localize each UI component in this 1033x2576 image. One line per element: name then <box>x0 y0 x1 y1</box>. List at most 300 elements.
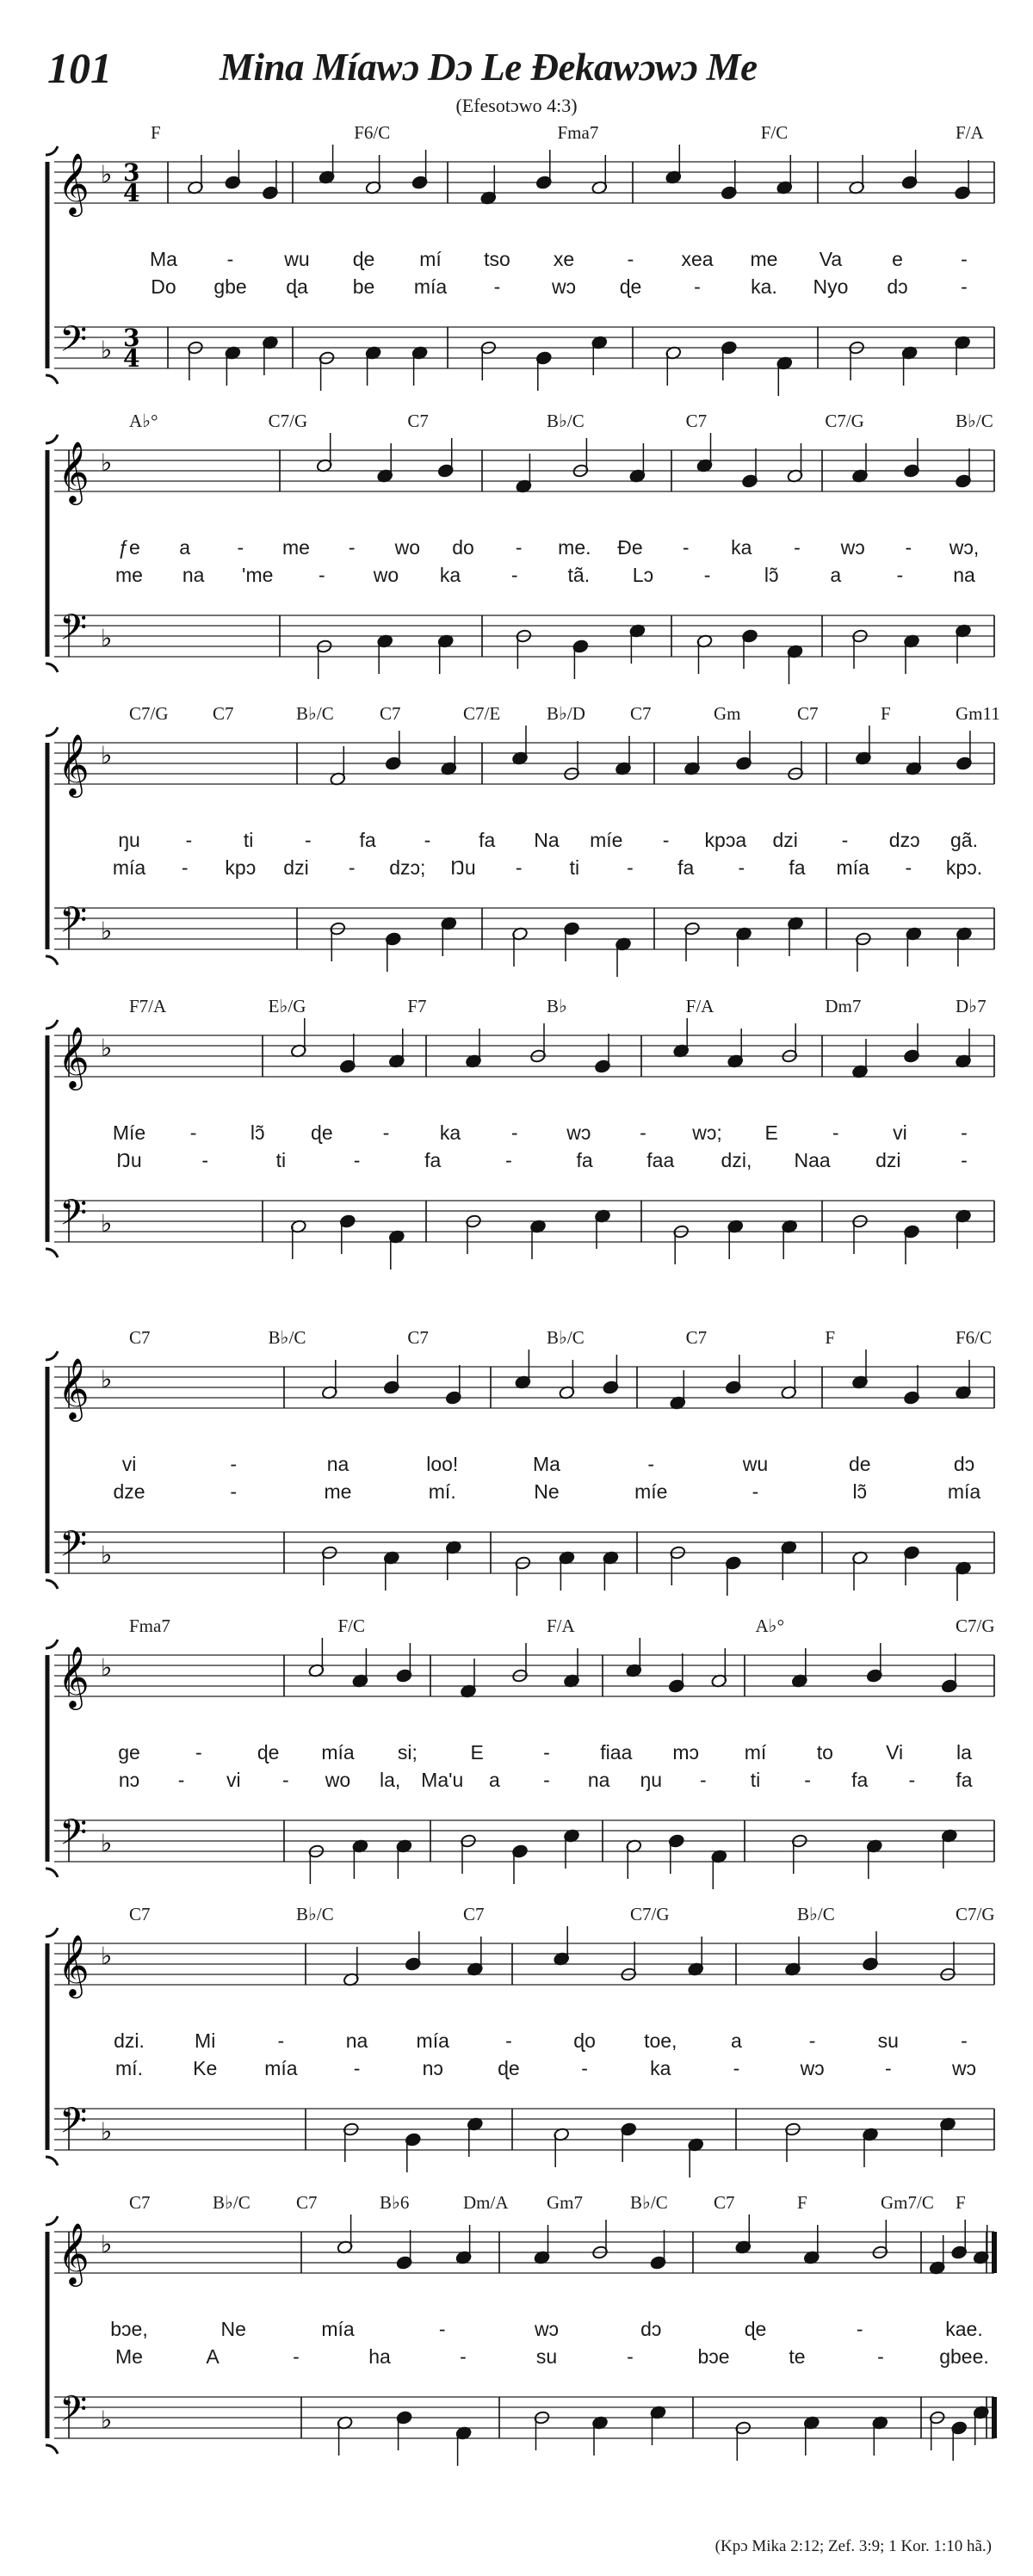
lyric-verse-1: - <box>438 2318 446 2340</box>
chord-symbol: B♭/C <box>956 411 993 431</box>
chord-symbol: Fma7 <box>129 1615 170 1636</box>
lyric-verse-2: dzi <box>875 1149 901 1171</box>
lyric-verse-1: ɖe <box>352 248 375 270</box>
lyric-verse-1: ƒe <box>118 536 140 559</box>
music-system <box>0 996 1033 1269</box>
lyric-verse-2: dzɔ; <box>389 856 426 879</box>
lyric-verse-2: gbee. <box>939 2345 989 2368</box>
lyric-verse-2: te <box>789 2345 806 2368</box>
lyric-verse-2: na <box>587 1769 610 1791</box>
chord-symbol: C7 <box>380 703 401 724</box>
lyric-verse-2: - <box>353 2057 361 2079</box>
chord-symbol: C7/E <box>463 703 501 724</box>
bass-time-sig-top: 3 <box>123 324 140 352</box>
lyric-verse-2: - <box>884 2057 892 2079</box>
lyric-verse-2: Lɔ <box>632 564 654 586</box>
lyric-verse-1: dzi <box>772 829 798 851</box>
treble-clef-icon: 𝄞 <box>58 1356 90 1419</box>
lyric-verse-2: 'me <box>242 564 274 586</box>
chord-symbol: C7 <box>129 2192 151 2213</box>
lyric-verse-1: dɔ <box>640 2318 662 2340</box>
lyric-verse-1: wo <box>394 536 421 559</box>
lyric-verse-2: - <box>515 856 523 879</box>
chord-symbol: Fma7 <box>557 122 599 143</box>
lyric-verse-2: wɔ <box>800 2057 825 2079</box>
lyric-verse-1: to <box>816 1741 833 1764</box>
lyric-verse-1: - <box>662 829 670 851</box>
treble-key-flat-icon: ♭ <box>101 2230 113 2258</box>
lyric-verse-1: wɔ <box>840 536 865 559</box>
chord-symbol: B♭/C <box>268 1327 306 1348</box>
lyric-verse-1: - <box>647 1453 655 1475</box>
chord-symbol: F <box>881 703 891 724</box>
chord-symbol: B♭/C <box>296 1904 334 1924</box>
chord-symbol: C7 <box>685 411 708 431</box>
lyric-verse-2: Ma'u <box>421 1769 464 1791</box>
bracket-top-hook <box>46 727 58 736</box>
lyric-verse-2: nɔ <box>118 1769 140 1791</box>
chord-symbol: F/A <box>956 122 984 143</box>
lyric-verse-2: a <box>830 564 842 586</box>
treble-clef-icon: 𝄞 <box>58 1933 90 1996</box>
bracket-bottom-hook <box>46 1869 58 1877</box>
lyric-verse-2: - <box>510 564 518 586</box>
chord-symbol: C7/G <box>630 1904 670 1924</box>
bass-clef-icon: 𝄢 <box>59 2388 88 2438</box>
lyric-verse-1: - <box>305 829 312 851</box>
lyric-verse-1: - <box>682 536 690 559</box>
lyric-verse-2: ti <box>750 1769 761 1791</box>
lyric-verse-2: míe <box>634 1480 668 1503</box>
chord-symbol: C7/G <box>129 703 169 724</box>
hymn-number: 101 <box>47 44 112 92</box>
lyric-verse-2: dze <box>113 1480 145 1503</box>
lyric-verse-2: ka. <box>751 275 777 298</box>
lyric-verse-1: wɔ <box>534 2318 560 2340</box>
chord-symbol: B♭/C <box>797 1904 835 1924</box>
lyric-verse-1: ge <box>118 1741 140 1764</box>
lyric-verse-1: vi <box>121 1453 137 1475</box>
lyric-verse-2: me <box>115 564 143 586</box>
bracket-bottom-hook <box>46 1580 58 1589</box>
lyric-verse-1: wu <box>742 1453 769 1475</box>
bass-clef-icon: 𝄢 <box>59 607 88 657</box>
lyric-verse-2: gbe <box>213 275 247 298</box>
lyric-verse-2: - <box>543 1769 550 1791</box>
lyric-verse-2: fa <box>424 1149 442 1171</box>
chord-symbol: C7 <box>630 703 652 724</box>
bass-clef-icon: 𝄢 <box>59 1812 88 1862</box>
treble-key-flat-icon: ♭ <box>101 448 113 477</box>
chord-symbol: B♭/D <box>547 703 585 724</box>
treble-key-flat-icon: ♭ <box>101 741 113 769</box>
lyric-verse-1: ɖe <box>311 1121 333 1144</box>
lyric-verse-2: - <box>581 2057 588 2079</box>
lyric-verse-2: - <box>752 1480 759 1503</box>
lyric-verse-2: nɔ <box>422 2057 443 2079</box>
lyric-verse-1: - <box>348 536 356 559</box>
lyric-verse-2: lɔ̃ <box>852 1480 868 1503</box>
chord-symbol: C7/G <box>956 1615 995 1636</box>
lyric-verse-1: - <box>230 1453 238 1475</box>
lyric-verse-1: do <box>452 536 474 559</box>
lyric-verse-2: be <box>352 275 375 298</box>
lyric-verse-1: a <box>179 536 191 559</box>
lyric-verse-1: - <box>808 2029 816 2052</box>
system-staves <box>0 1631 1033 1889</box>
bracket-top-hook <box>46 1640 58 1648</box>
chord-symbol: B♭/C <box>630 2192 668 2213</box>
lyric-verse-1: kpɔa <box>704 829 747 851</box>
system-staves <box>0 719 1033 977</box>
chord-symbol: F7/A <box>129 996 167 1016</box>
music-system <box>0 122 1033 396</box>
lyric-verse-1: - <box>841 829 849 851</box>
lyric-verse-2: bɔe <box>697 2345 730 2368</box>
treble-clef-icon: 𝄞 <box>58 1645 90 1708</box>
lyric-verse-2: - <box>230 1480 238 1503</box>
lyric-verse-2: ɖa <box>286 275 308 298</box>
bass-time-sig-bottom: 4 <box>123 344 140 373</box>
treble-clef-icon: 𝄞 <box>58 1025 90 1088</box>
lyric-verse-2: faa <box>646 1149 675 1171</box>
lyric-verse-2: - <box>505 1149 512 1171</box>
lyric-verse-1: - <box>510 1121 518 1144</box>
lyric-verse-2: - <box>282 1769 289 1791</box>
lyric-verse-2: - <box>877 2345 884 2368</box>
lyric-verse-1: e <box>892 248 903 270</box>
lyric-verse-2: - <box>493 275 501 298</box>
lyric-verse-2: mía <box>264 2057 298 2079</box>
lyric-verse-2: fa <box>956 1769 973 1791</box>
lyric-verse-2: - <box>961 275 968 298</box>
chord-symbol: B♭/C <box>547 411 585 431</box>
lyric-verse-1: Ma <box>150 248 177 270</box>
lyric-verse-1: su <box>877 2029 899 2052</box>
chord-symbol: B♭ <box>547 996 567 1016</box>
lyric-verse-1: - <box>794 536 801 559</box>
lyric-verse-2: Do <box>151 275 176 298</box>
lyric-verse-1: ka <box>731 536 752 559</box>
lyric-verse-1: Na <box>534 829 560 851</box>
treble-time-sig-bottom: 4 <box>123 179 140 207</box>
chord-symbol: C7 <box>407 411 429 431</box>
lyric-verse-2: - <box>627 2345 634 2368</box>
music-system <box>0 1615 1033 1889</box>
lyric-verse-1: bɔe, <box>110 2318 148 2340</box>
lyric-verse-1: - <box>961 2029 968 2052</box>
lyric-verse-1: - <box>627 248 634 270</box>
lyric-verse-2: ka <box>650 2057 671 2079</box>
lyric-verse-2: a <box>488 1769 500 1791</box>
lyric-verse-1: - <box>189 1121 197 1144</box>
lyric-verse-1: - <box>856 2318 863 2340</box>
lyric-verse-2: - <box>348 856 356 879</box>
chord-symbol: C7 <box>129 1327 151 1348</box>
chord-symbol: C7 <box>797 703 819 724</box>
lyric-verse-1: me. <box>558 536 591 559</box>
lyric-verse-2: dzi <box>283 856 309 879</box>
bracket-top-hook <box>46 1351 58 1360</box>
lyric-verse-1: dzi. <box>114 2029 145 2052</box>
lyric-verse-2: na <box>182 564 205 586</box>
bass-key-flat-icon: ♭ <box>101 336 113 364</box>
lyric-verse-2: ɖe <box>498 2057 520 2079</box>
lyric-verse-2: Me <box>115 2345 143 2368</box>
chord-symbol: C7 <box>296 2192 318 2213</box>
chord-symbol: F <box>956 2192 966 2213</box>
bass-key-flat-icon: ♭ <box>101 1209 113 1238</box>
chord-symbol: Gm <box>714 703 741 724</box>
lyric-verse-1: E <box>470 1741 484 1764</box>
lyric-verse-2: - <box>627 856 634 879</box>
chord-symbol: E♭/G <box>268 996 306 1016</box>
lyric-verse-1: dzɔ <box>888 829 920 851</box>
lyric-verse-2: - <box>460 2345 467 2368</box>
lyric-verse-2: dɔ <box>887 275 908 298</box>
treble-key-flat-icon: ♭ <box>101 1653 113 1682</box>
lyric-verse-1: - <box>640 1121 646 1144</box>
lyric-verse-1: dɔ <box>953 1453 975 1475</box>
lyric-verse-2: Naa <box>794 1149 831 1171</box>
lyric-verse-1: ti <box>243 829 254 851</box>
lyric-verse-1: na <box>345 2029 368 2052</box>
chord-symbol: C7/G <box>825 411 864 431</box>
chord-symbol: F <box>151 122 161 143</box>
bracket-top-hook <box>46 435 58 443</box>
lyric-verse-2: ti <box>275 1149 287 1171</box>
lyric-verse-1: la <box>956 1741 972 1764</box>
bracket-bottom-hook <box>46 664 58 672</box>
bracket-bottom-hook <box>46 375 58 384</box>
chord-symbol: Gm11 <box>956 703 1000 724</box>
lyric-verse-2: mía <box>413 275 448 298</box>
lyric-verse-2: - <box>700 1769 707 1791</box>
chord-symbol: C7 <box>407 1327 429 1348</box>
lyric-verse-1: gã. <box>950 829 978 851</box>
lyric-verse-1: míe <box>590 829 623 851</box>
lyric-verse-2: Ŋu <box>450 856 476 879</box>
lyric-verse-2: fa <box>576 1149 593 1171</box>
lyric-verse-2: ŋu <box>640 1769 663 1791</box>
lyric-verse-1: ɖe <box>257 1741 280 1764</box>
lyric-verse-2: - <box>353 1149 361 1171</box>
lyric-verse-2: ha <box>368 2345 391 2368</box>
lyric-verse-1: fa <box>479 829 496 851</box>
lyric-verse-1: - <box>543 1741 550 1764</box>
chord-symbol: D♭7 <box>956 996 987 1016</box>
lyric-verse-1: me <box>750 248 778 270</box>
lyric-verse-2: su <box>535 2345 558 2368</box>
chord-symbol: C7 <box>714 2192 735 2213</box>
lyric-verse-1: - <box>195 1741 202 1764</box>
bass-clef-icon: 𝄢 <box>59 1523 88 1573</box>
lyric-verse-1: ŋu <box>118 829 140 851</box>
lyric-verse-1: - <box>961 248 968 270</box>
lyric-verse-1: - <box>185 829 193 851</box>
lyric-verse-2: - <box>908 1769 916 1791</box>
lyric-verse-1: vi <box>893 1121 907 1144</box>
lyric-verse-1: fiaa <box>600 1741 633 1764</box>
lyric-verse-1: Mi <box>195 2029 216 2052</box>
lyric-verse-2: - <box>896 564 904 586</box>
chord-symbol: A♭° <box>129 411 158 431</box>
lyric-verse-1: E <box>764 1121 778 1144</box>
lyric-verse-1: mɔ <box>672 1741 699 1764</box>
lyric-verse-2: - <box>319 564 325 586</box>
treble-key-flat-icon: ♭ <box>101 1365 113 1393</box>
chord-symbol: B♭/C <box>547 1327 585 1348</box>
lyric-verse-2: fa <box>789 856 806 879</box>
lyric-verse-1: - <box>905 536 912 559</box>
lyric-verse-1: Míe <box>112 1121 146 1144</box>
lyric-verse-2: - <box>804 1769 811 1791</box>
lyric-verse-1: Ne <box>220 2318 246 2340</box>
bass-clef-icon: 𝄢 <box>59 899 88 949</box>
lyric-verse-1: - <box>961 1121 968 1144</box>
lyric-verse-2: - <box>694 275 701 298</box>
chord-symbol: C7/G <box>268 411 308 431</box>
lyric-verse-2: vi <box>226 1769 241 1791</box>
scripture-subtitle: (Efesotɔwo 4:3) <box>455 95 578 116</box>
lyric-verse-2: me <box>324 1480 352 1503</box>
treble-clef-icon: 𝄞 <box>58 440 90 503</box>
lyric-verse-1: - <box>505 2029 512 2052</box>
lyric-verse-1: ka <box>439 1121 461 1144</box>
chord-symbol: F/C <box>337 1615 366 1636</box>
bracket-top-hook <box>46 2216 58 2225</box>
bass-key-flat-icon: ♭ <box>101 1541 113 1569</box>
lyric-verse-2: wo <box>373 564 399 586</box>
lyric-verse-2: - <box>738 856 745 879</box>
lyric-verse-1: wɔ <box>566 1121 591 1144</box>
lyric-verse-1: a <box>731 2029 742 2052</box>
lyric-verse-2: lɔ̃ <box>764 564 779 586</box>
lyric-verse-2: - <box>181 856 189 879</box>
chord-symbol: F7 <box>407 996 427 1016</box>
lyric-verse-2: fa <box>851 1769 869 1791</box>
lyric-verse-2: ti <box>569 856 580 879</box>
system-staves <box>0 1343 1033 1601</box>
lyric-verse-1: - <box>424 829 431 851</box>
lyric-verse-2: - <box>293 2345 300 2368</box>
lyric-verse-1: - <box>237 536 244 559</box>
lyric-verse-2: - <box>905 856 912 879</box>
chord-symbol: C7 <box>463 1904 485 1924</box>
treble-key-flat-icon: ♭ <box>101 160 113 188</box>
bracket-bottom-hook <box>46 1249 58 1257</box>
treble-clef-icon: 𝄞 <box>58 2221 90 2284</box>
lyric-verse-2: kpɔ <box>225 856 257 879</box>
chord-symbol: Gm7 <box>547 2192 583 2213</box>
lyric-verse-1: Ma <box>533 1453 560 1475</box>
lyric-verse-1: xe <box>553 248 575 270</box>
chord-symbol: F6/C <box>956 1327 993 1348</box>
lyric-verse-2: wɔ <box>951 2057 977 2079</box>
chord-symbol: Dm/A <box>463 2192 509 2213</box>
chord-symbol: C7 <box>129 1904 151 1924</box>
lyric-verse-1: Ɖe <box>617 536 643 559</box>
chord-symbol: C7 <box>213 703 234 724</box>
chord-symbol: F/A <box>685 996 714 1016</box>
treble-key-flat-icon: ♭ <box>101 1942 113 1970</box>
lyric-verse-1: Va <box>819 248 843 270</box>
hymn-title: Mina Míawɔ Dɔ Le Ɖekawɔwɔ Me <box>220 46 758 89</box>
bracket-top-hook <box>46 1928 58 1937</box>
bass-key-flat-icon: ♭ <box>101 1829 113 1857</box>
lyric-verse-1: mí <box>744 1741 767 1764</box>
chord-symbol: F/C <box>760 122 789 143</box>
lyric-verse-1: loo! <box>426 1453 459 1475</box>
lyric-verse-1: si; <box>397 1741 418 1764</box>
lyric-verse-1: kae. <box>945 2318 983 2340</box>
chord-symbol: F6/C <box>354 122 391 143</box>
lyric-verse-2: mía <box>112 856 146 879</box>
lyric-verse-1: tso <box>484 248 510 270</box>
lyric-verse-1: mía <box>321 2318 355 2340</box>
bass-key-flat-icon: ♭ <box>101 917 113 945</box>
chord-symbol: B♭/C <box>213 2192 251 2213</box>
chord-symbol: A♭° <box>755 1615 784 1636</box>
music-system <box>0 1904 1033 2178</box>
lyric-verse-1: de <box>848 1453 871 1475</box>
lyric-verse-1: - <box>226 248 234 270</box>
chord-symbol: Gm7/C <box>881 2192 934 2213</box>
chord-symbol: B♭/C <box>296 703 334 724</box>
lyric-verse-1: toe, <box>644 2029 677 2052</box>
cross-reference: (Kpɔ Mika 2:12; Zef. 3:9; 1 Kor. 1:10 hã.) <box>714 2537 992 2555</box>
lyric-verse-1: ɖo <box>573 2029 596 2052</box>
bass-key-flat-icon: ♭ <box>101 2117 113 2146</box>
system-staves <box>0 2208 1033 2466</box>
lyric-verse-1: Vi <box>886 1741 904 1764</box>
chord-symbol: C7 <box>685 1327 708 1348</box>
lyric-verse-2: tã. <box>567 564 591 586</box>
lyric-verse-1: xea <box>681 248 714 270</box>
lyric-verse-2: mí. <box>428 1480 456 1503</box>
treble-time-sig-top: 3 <box>123 158 140 187</box>
lyric-verse-2: kpɔ. <box>945 856 983 879</box>
lyric-verse-2: mía <box>836 856 869 879</box>
lyric-verse-2: wɔ <box>551 275 577 298</box>
bass-clef-icon: 𝄢 <box>59 1192 88 1242</box>
lyric-verse-2: Nyo <box>813 275 849 298</box>
music-system <box>0 411 1033 684</box>
lyric-verse-2: fa <box>677 856 695 879</box>
music-system <box>0 703 1033 977</box>
chord-symbol: F <box>825 1327 836 1348</box>
lyric-verse-1: - <box>515 536 523 559</box>
bracket-top-hook <box>46 1020 58 1029</box>
lyric-verse-1: - <box>382 1121 390 1144</box>
lyric-verse-2: - <box>177 1769 185 1791</box>
lyric-verse-2: - <box>201 1149 209 1171</box>
treble-clef-icon: 𝄞 <box>58 151 90 214</box>
lyric-verse-1: fa <box>359 829 376 851</box>
bass-key-flat-icon: ♭ <box>101 624 113 652</box>
treble-key-flat-icon: ♭ <box>101 1034 113 1062</box>
lyric-verse-2: la, <box>379 1769 401 1791</box>
lyric-verse-1: lɔ̃ <box>250 1121 265 1144</box>
lyric-verse-2: Ne <box>534 1480 560 1503</box>
lyric-verse-2: na <box>953 564 975 586</box>
chord-symbol: B♭6 <box>380 2192 410 2213</box>
lyric-verse-2: Ke <box>193 2057 218 2079</box>
lyric-verse-2: - <box>961 1149 968 1171</box>
chord-symbol: F <box>797 2192 807 2213</box>
lyric-verse-1: wɔ; <box>692 1121 722 1144</box>
lyric-verse-2: dzi, <box>721 1149 752 1171</box>
